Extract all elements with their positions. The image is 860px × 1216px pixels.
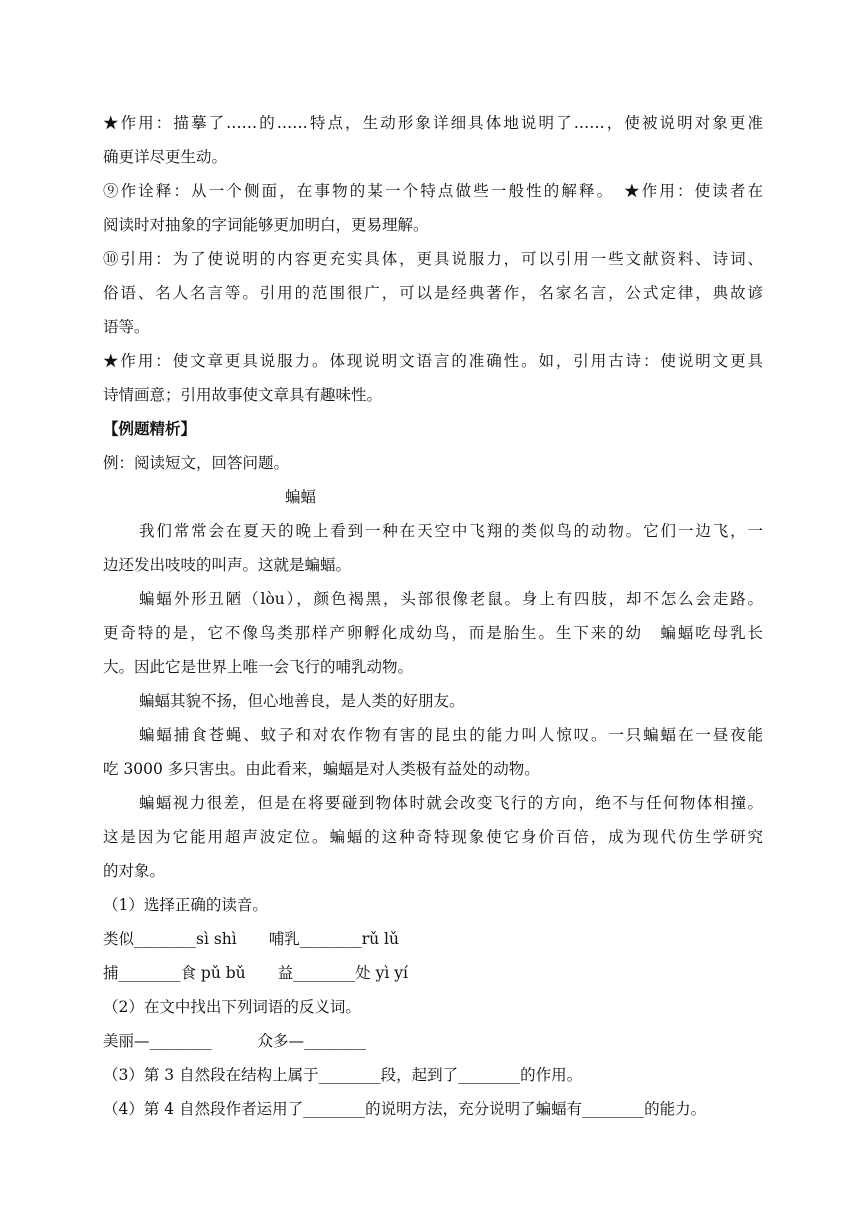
text-line: ★作用：描摹了……的……特点，生动形象详细具体地说明了……，使被说明对象更准 xyxy=(103,114,763,132)
passage-title: 蝙蝠 xyxy=(285,488,317,506)
text-line: 诗情画意；引用故事使文章具有趣味性。 xyxy=(103,386,383,404)
text-line: 例：阅读短文，回答问题。 xyxy=(103,454,290,472)
passage-line: 蝙蝠视力很差，但是在将要碰到物体时就会改变飞行的方向，绝不与任何物体相撞。 xyxy=(139,794,763,812)
text-line: 语等。 xyxy=(103,318,150,336)
passage-line: 这是因为它能用超声波定位。蝙蝠的这种奇特现象使它身价百倍，成为现代仿生学研究 xyxy=(103,828,763,846)
text-line: ⑨作诠释：从一个侧面，在事物的某一个特点做些一般性的解释。 ★作用：使读者在 xyxy=(103,182,763,200)
passage-line: 吃 3000 多只害虫。由此看来，蝙蝠是对人类极有益处的动物。 xyxy=(103,760,540,778)
question-1: （1）选择正确的读音。 xyxy=(103,896,268,914)
antonym-item: 众多—________ xyxy=(257,1032,367,1050)
passage-line: 大。因此它是世界上唯一会飞行的哺乳动物。 xyxy=(103,658,414,676)
document-content xyxy=(103,106,763,1126)
question-1-row-2 xyxy=(103,956,763,990)
passage-line: 蝙蝠捕食苍蝇、蚊子和对农作物有害的昆虫的能力叫人惊叹。一只蝙蝠在一昼夜能 xyxy=(139,726,763,744)
question-3: （3）第 3 自然段在结构上属于________段，起到了________的作用。 xyxy=(103,1066,583,1084)
question-4: （4）第 4 自然段作者运用了________的说明方法，充分说明了蝙蝠有________的能力。 xyxy=(103,1100,707,1118)
passage-line: 我们常常会在夏天的晚上看到一种在天空中飞翔的类似鸟的动物。它们一边飞，一 xyxy=(139,522,763,540)
pronunciation-item: 益________处 yì yí xyxy=(277,964,408,982)
text-line: 俗语、名人名言等。引用的范围很广，可以是经典著作，名家名言，公式定律，典故谚 xyxy=(103,284,763,302)
question-2: （2）在文中找出下列词语的反义词。 xyxy=(103,998,361,1016)
pronunciation-item: 捕________食 pǔ bǔ xyxy=(103,964,246,982)
passage-line: 边还发出吱吱的叫声。这就是蝙蝠。 xyxy=(103,556,352,574)
passage-line: 蝙蝠外形丑陋（lòu），颜色褐黑，头部很像老鼠。身上有四肢，却不怎么会走路。 xyxy=(139,590,763,608)
section-heading: 【例题精析】 xyxy=(103,419,197,438)
passage-line: 蝙蝠其貌不扬，但心地善良，是人类的好朋友。 xyxy=(139,692,465,710)
passage-line: 更奇特的是，它不像鸟类那样产卵孵化成幼鸟，而是胎生。生下来的幼 蝙蝠吃母乳长 xyxy=(103,624,763,642)
text-line: ★作用：使文章更具说服力。体现说明文语言的准确性。如，引用古诗：使说明文更具 xyxy=(103,352,763,370)
question-1-row-1 xyxy=(103,922,763,956)
question-2-row xyxy=(103,1024,763,1058)
passage-line: 的对象。 xyxy=(103,862,166,880)
pronunciation-item: 哺乳________rǔ lǔ xyxy=(268,930,399,948)
antonym-item: 美丽—________ xyxy=(103,1032,212,1050)
text-line: ⑩引用：为了使说明的内容更充实具体，更具说服力，可以引用一些文献资料、诗词、 xyxy=(103,250,763,268)
text-line: 阅读时对抽象的字词能够更加明白，更易理解。 xyxy=(103,216,429,234)
text-line: 确更详尽更生动。 xyxy=(103,148,228,166)
pronunciation-item: 类似________sì shì xyxy=(103,930,237,948)
